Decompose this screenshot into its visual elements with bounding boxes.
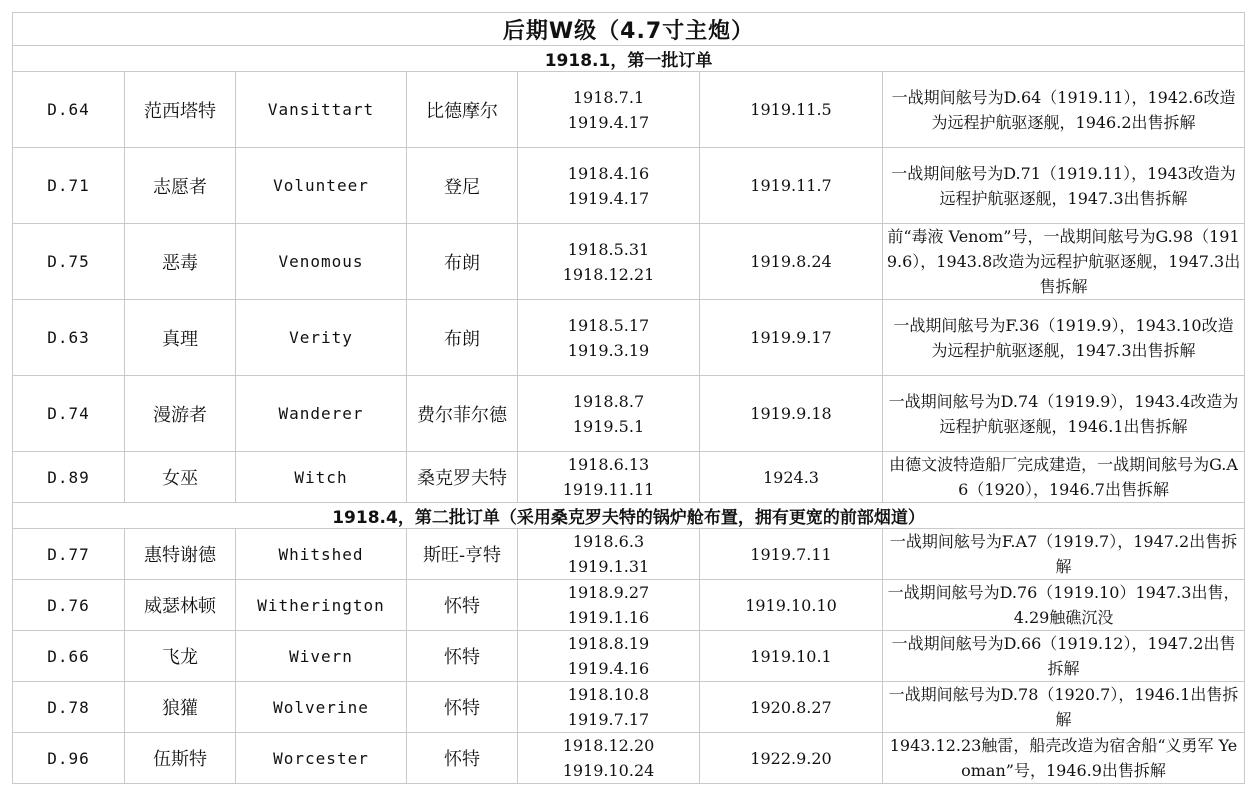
chinese-name: 女巫 — [125, 452, 236, 503]
chinese-name: 恶毒 — [125, 224, 236, 300]
laid-down-date: 1918.5.17 — [567, 315, 650, 335]
english-name: Whitshed — [236, 529, 407, 580]
english-name: Wolverine — [236, 682, 407, 733]
table-row — [13, 452, 1245, 503]
notes: 一战期间舷号为F.36（1919.9），1943.10改造为远程护航驱逐舰，1947.3出售拆解 — [883, 300, 1245, 376]
pennant-number: D.74 — [13, 376, 125, 452]
notes: 一战期间舷号为F.A7（1919.7），1947.2出售拆解 — [883, 529, 1245, 580]
notes: 一战期间舷号为D.64（1919.11），1942.6改造为远程护航驱逐舰，1946.2出售拆解 — [883, 72, 1245, 148]
english-name: Verity — [236, 300, 407, 376]
table-row — [13, 733, 1245, 784]
laid-down-date: 1918.12.20 — [562, 736, 655, 755]
table-row — [13, 631, 1245, 682]
notes: 一战期间舷号为D.76（1919.10）1947.3出售，4.29触礁沉没 — [883, 580, 1245, 631]
english-name: Worcester — [236, 733, 407, 784]
builder: 费尔菲尔德 — [407, 376, 518, 452]
builder: 怀特 — [407, 682, 518, 733]
dates — [518, 376, 700, 452]
table-row — [13, 580, 1245, 631]
commission-date: 1922.9.20 — [700, 733, 883, 784]
launch-date: 1919.11.11 — [562, 480, 655, 499]
commission-date: 1919.10.1 — [700, 631, 883, 682]
launch-date: 1919.7.17 — [567, 710, 650, 729]
chinese-name: 真理 — [125, 300, 236, 376]
commission-date: 1919.11.5 — [700, 72, 883, 148]
builder: 登尼 — [407, 148, 518, 224]
builder: 比德摩尔 — [407, 72, 518, 148]
notes: 一战期间舷号为D.78（1920.7），1946.1出售拆解 — [883, 682, 1245, 733]
dates — [518, 529, 700, 580]
builder: 布朗 — [407, 224, 518, 300]
chinese-name: 狼獾 — [125, 682, 236, 733]
table-title: 后期W级（4.7寸主炮） — [13, 13, 1245, 46]
english-name: Volunteer — [236, 148, 407, 224]
commission-date: 1919.7.11 — [700, 529, 883, 580]
laid-down-date: 1918.6.3 — [572, 532, 645, 551]
pennant-number: D.96 — [13, 733, 125, 784]
dates — [518, 452, 700, 503]
dates — [518, 580, 700, 631]
launch-date: 1919.1.16 — [567, 608, 650, 627]
commission-date: 1919.9.18 — [700, 376, 883, 452]
notes: 1943.12.23触雷，船壳改造为宿舍船“义勇军 Yeoman”号，1946.9出售拆解 — [883, 733, 1245, 784]
laid-down-date: 1918.7.1 — [572, 87, 645, 107]
laid-down-date: 1918.8.7 — [572, 391, 645, 411]
chinese-name: 威瑟林顿 — [125, 580, 236, 631]
notes: 由德文波特造船厂完成建造，一战期间舷号为G.A6（1920），1946.7出售拆解 — [883, 452, 1245, 503]
dates — [518, 682, 700, 733]
chinese-name: 漫游者 — [125, 376, 236, 452]
launch-date: 1919.3.19 — [567, 340, 650, 360]
table-row — [13, 529, 1245, 580]
commission-date: 1919.11.7 — [700, 148, 883, 224]
table-row — [13, 224, 1245, 300]
pennant-number: D.63 — [13, 300, 125, 376]
launch-date: 1919.4.17 — [567, 112, 650, 132]
builder: 斯旺-亨特 — [407, 529, 518, 580]
english-name: Wivern — [236, 631, 407, 682]
builder: 怀特 — [407, 733, 518, 784]
builder: 布朗 — [407, 300, 518, 376]
table-row — [13, 148, 1245, 224]
launch-date: 1919.4.17 — [567, 188, 650, 208]
group-heading: 1918.1，第一批订单 — [13, 46, 1245, 72]
group-heading: 1918.4，第二批订单（采用桑克罗夫特的锅炉舱布置，拥有更宽的前部烟道） — [13, 503, 1245, 529]
laid-down-date: 1918.5.31 — [567, 239, 650, 259]
dates — [518, 224, 700, 300]
chinese-name: 志愿者 — [125, 148, 236, 224]
commission-date: 1919.8.24 — [700, 224, 883, 300]
notes: 一战期间舷号为D.66（1919.12），1947.2出售拆解 — [883, 631, 1245, 682]
table-row — [13, 72, 1245, 148]
dates — [518, 148, 700, 224]
pennant-number: D.75 — [13, 224, 125, 300]
laid-down-date: 1918.10.8 — [567, 685, 650, 704]
laid-down-date: 1918.6.13 — [567, 455, 650, 474]
chinese-name: 伍斯特 — [125, 733, 236, 784]
builder: 怀特 — [407, 580, 518, 631]
english-name: Vansittart — [236, 72, 407, 148]
pennant-number: D.66 — [13, 631, 125, 682]
launch-date: 1919.4.16 — [567, 659, 650, 678]
chinese-name: 飞龙 — [125, 631, 236, 682]
group-heading-row — [13, 46, 1245, 72]
title-row — [13, 13, 1245, 46]
pennant-number: D.77 — [13, 529, 125, 580]
table-row — [13, 682, 1245, 733]
english-name: Witch — [236, 452, 407, 503]
laid-down-date: 1918.4.16 — [567, 163, 650, 183]
dates — [518, 631, 700, 682]
table-row — [13, 300, 1245, 376]
commission-date: 1919.9.17 — [700, 300, 883, 376]
commission-date: 1920.8.27 — [700, 682, 883, 733]
pennant-number: D.64 — [13, 72, 125, 148]
launch-date: 1919.5.1 — [572, 416, 645, 436]
launch-date: 1919.10.24 — [562, 761, 655, 780]
english-name: Wanderer — [236, 376, 407, 452]
table-row — [13, 376, 1245, 452]
dates — [518, 733, 700, 784]
builder: 桑克罗夫特 — [407, 452, 518, 503]
commission-date: 1924.3 — [700, 452, 883, 503]
pennant-number: D.78 — [13, 682, 125, 733]
launch-date: 1918.12.21 — [562, 264, 655, 284]
pennant-number: D.89 — [13, 452, 125, 503]
laid-down-date: 1918.8.19 — [567, 634, 650, 653]
builder: 怀特 — [407, 631, 518, 682]
notes: 一战期间舷号为D.71（1919.11），1943改造为远程护航驱逐舰，1947.3出售拆解 — [883, 148, 1245, 224]
group-heading-row — [13, 503, 1245, 529]
pennant-number: D.76 — [13, 580, 125, 631]
english-name: Venomous — [236, 224, 407, 300]
dates — [518, 300, 700, 376]
pennant-number: D.71 — [13, 148, 125, 224]
commission-date: 1919.10.10 — [700, 580, 883, 631]
chinese-name: 惠特谢德 — [125, 529, 236, 580]
dates — [518, 72, 700, 148]
notes: 一战期间舷号为D.74（1919.9），1943.4改造为远程护航驱逐舰，1946.1出售拆解 — [883, 376, 1245, 452]
ship-table — [12, 12, 1245, 784]
chinese-name: 范西塔特 — [125, 72, 236, 148]
launch-date: 1919.1.31 — [567, 557, 650, 576]
english-name: Witherington — [236, 580, 407, 631]
notes: 前“毒液 Venom”号，一战期间舷号为G.98（1919.6），1943.8改造为远程护航驱逐舰，1947.3出售拆解 — [883, 224, 1245, 300]
laid-down-date: 1918.9.27 — [567, 583, 650, 602]
